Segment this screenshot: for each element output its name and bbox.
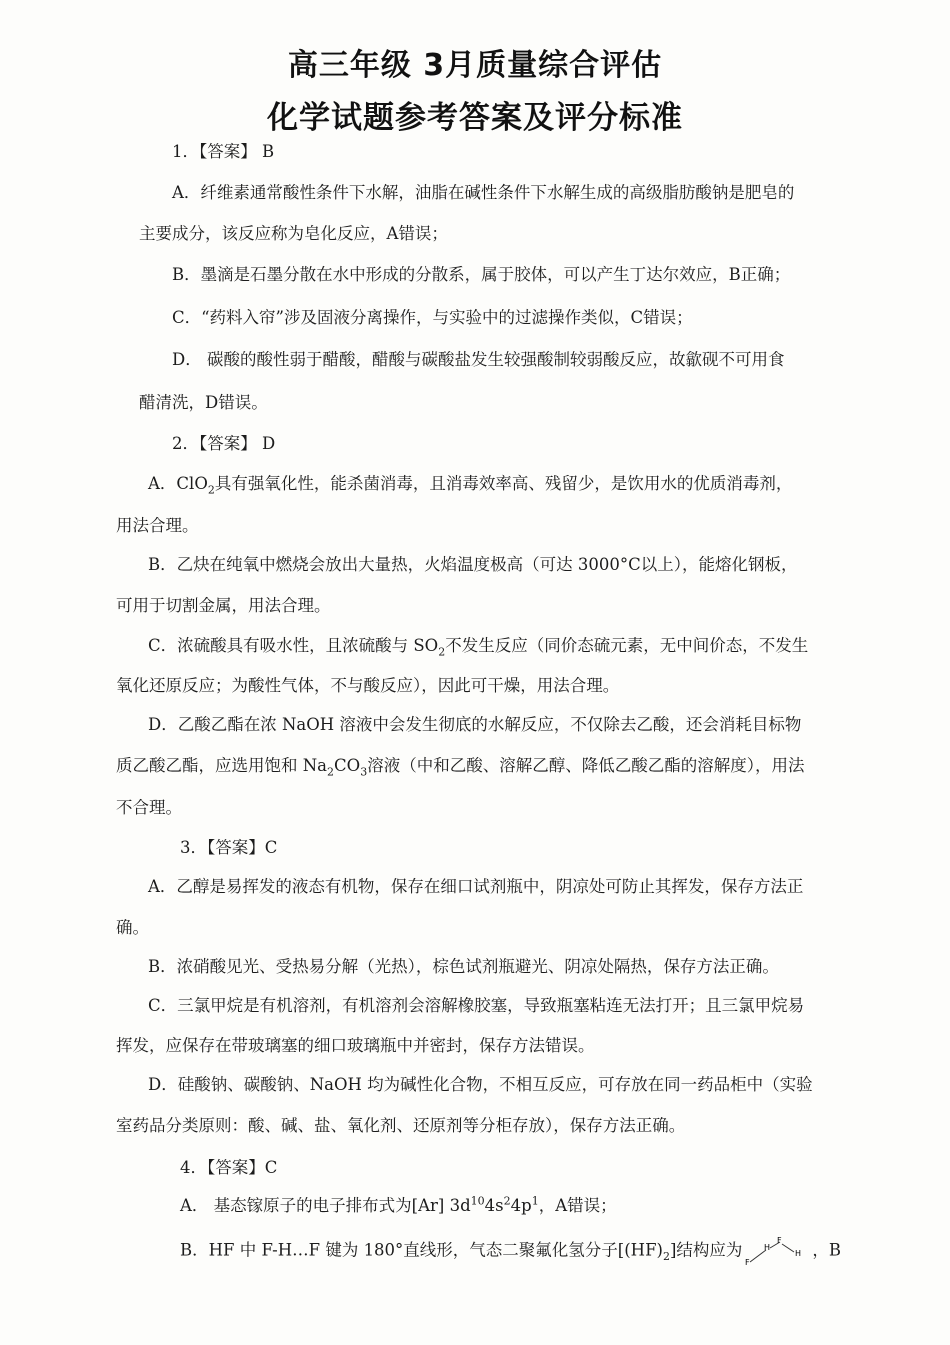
q3-option-a-line2: 确。 bbox=[116, 918, 149, 937]
q2-answer: 2．【答案】 D bbox=[172, 434, 276, 453]
q3-option-c-line2: 挥发，应保存在带玻璃塞的细口玻璃瓶中并密封，保存方法错误。 bbox=[116, 1036, 595, 1055]
q1-option-a-line2: 主要成分，该反应称为皂化反应，A错误； bbox=[139, 224, 448, 243]
q3-option-b: B．浓硝酸见光、受热易分解（光热），棕色试剂瓶避光、阴凉处隔热，保存方法正确。 bbox=[148, 957, 779, 976]
q1-option-c: C．“药料入帘”涉及固液分离操作，与实验中的过滤操作类似，C错误； bbox=[172, 308, 693, 327]
q2-option-d-line1: D．乙酸乙酯在浓 NaOH 溶液中会发生彻底的水解反应，不仅除去乙酸，还会消耗目标物 bbox=[148, 715, 802, 734]
q1-option-d-line2: 醋清洗，D错误。 bbox=[139, 393, 268, 412]
q2-option-c-line2: 氧化还原反应；为酸性气体，不与酸反应），因此可干燥，用法合理。 bbox=[116, 676, 620, 695]
q1-option-a-line1: A．纤维素通常酸性条件下水解，油脂在碱性条件下水解生成的高级脂肪酸钠是肥皂的 bbox=[172, 183, 795, 202]
q3-answer: 3．【答案】C bbox=[180, 838, 278, 857]
q3-option-d-line1: D．硅酸钠、碳酸钠、NaOH 均为碱性化合物，不相互反应，可存放在同一药品柜中（实验 bbox=[148, 1075, 813, 1094]
hf-dimer-structure-diagram bbox=[742, 1236, 812, 1266]
q3-option-d-line2: 室药品分类原则：酸、碱、盐、氧化剂、还原剂等分柜存放），保存方法正确。 bbox=[116, 1116, 686, 1135]
page-title-line1: 高三年级 3月质量综合评估 bbox=[287, 48, 663, 83]
q4-answer: 4．【答案】C bbox=[180, 1158, 278, 1177]
q2-option-b-line1: B．乙炔在纯氧中燃烧会放出大量热，火焰温度极高（可达 3000°C以上），能熔化钢板， bbox=[148, 555, 798, 574]
q4-option-a: A． 基态镓原子的电子排布式为[Ar] $3d^{10}4s^24p^1$，A错误； bbox=[180, 1194, 617, 1215]
q2-option-a-line2: 用法合理。 bbox=[116, 516, 199, 535]
q1-option-d-line1: D． 碳酸的酸性弱于醋酸，醋酸与碳酸盐发生较强酸制较弱酸反应，故歙砚不可用食 bbox=[172, 350, 785, 369]
formula-atom-label: F bbox=[777, 1236, 783, 1245]
q2-option-d-line2: 质乙酸乙酯，应选用饱和 $Na_2CO_3$溶液（中和乙酸、溶解乙醇、降低乙酸乙酯的溶解度），用法 bbox=[116, 756, 805, 779]
page-title-line2: 化学试题参考答案及评分标准 bbox=[267, 100, 683, 136]
q1-answer: 1．【答案】 B bbox=[172, 142, 275, 161]
q2-option-b-line2: 可用于切割金属，用法合理。 bbox=[116, 596, 331, 615]
q4-option-b: B．HF 中 F-H…F 键为 180°直线形，气态二聚氟化氢分子$[(HF)_2]$结构应为 F H F H ，B bbox=[180, 1236, 842, 1266]
q2-option-a-line1: A．ClO$_2$具有强氧化性，能杀菌消毒，且消毒效率高、残留少，是饮用水的优质消毒剂， bbox=[148, 474, 793, 497]
formula-atom-label: F bbox=[745, 1258, 751, 1266]
q2-option-d-line3: 不合理。 bbox=[116, 798, 182, 817]
formula-atom-label: H bbox=[764, 1243, 771, 1252]
q3-option-c-line1: C．三氯甲烷是有机溶剂，有机溶剂会溶解橡胶塞，导致瓶塞粘连无法打开；且三氯甲烷易 bbox=[148, 996, 805, 1015]
q3-option-a-line1: A．乙醇是易挥发的液态有机物，保存在细口试剂瓶中，阴凉处可防止其挥发，保存方法正 bbox=[148, 877, 804, 896]
formula-atom-label: H bbox=[795, 1249, 802, 1258]
q2-option-c-line1: C．浓硫酸具有吸水性，且浓硫酸与 $SO_2$不发生反应（同价态硫元素，无中间价态，不发生 bbox=[148, 636, 809, 659]
q1-option-b: B．墨滴是石墨分散在水中形成的分散系，属于胶体，可以产生丁达尔效应，B正确； bbox=[172, 265, 791, 284]
